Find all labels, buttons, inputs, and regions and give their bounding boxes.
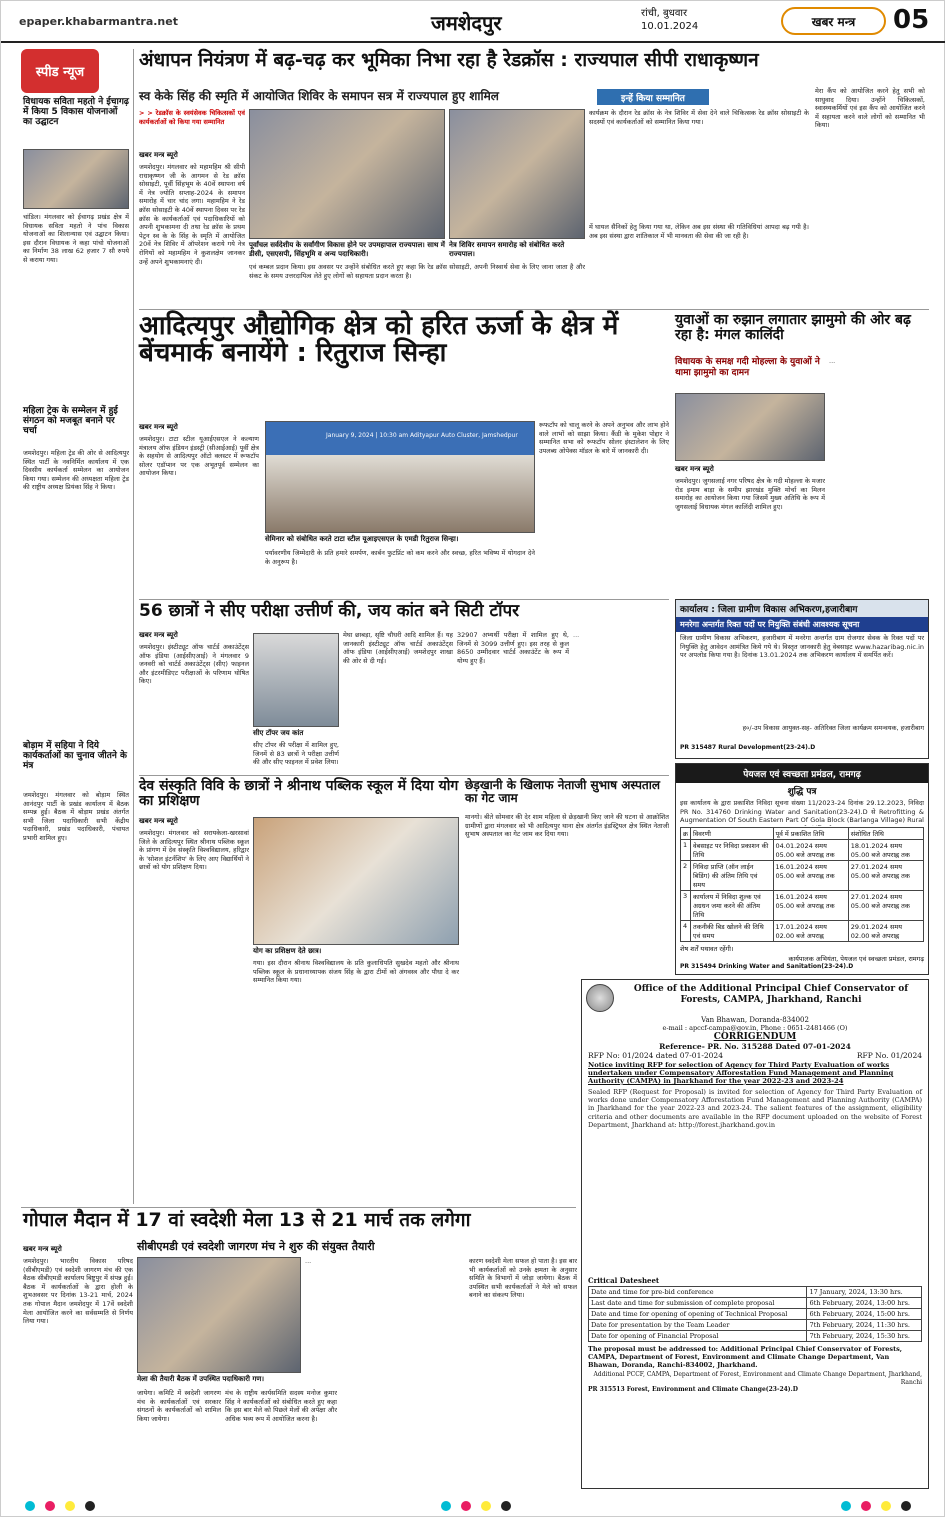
- table-row: [589, 1309, 922, 1320]
- lead-caption-1: पूर्वांचल सर्वदेशीय के सर्वांगीण विकास होने पर उपमहापाल राज्यपाल। साथ में डीसी, एसएसपी, सिंहभूमि व अन्य पदाधिकारी।: [249, 241, 445, 258]
- story3-photo: [675, 393, 825, 461]
- story2-byline: खबर मन्त्र ब्यूरो: [139, 423, 178, 431]
- masthead-logo: [781, 7, 886, 35]
- table-row: [681, 921, 924, 942]
- speed-news-title: महिला ट्रेक के सम्मेलन में हुई संगठन को मजबूत बनाने पर चर्चा: [23, 406, 118, 436]
- story4-body-4: 32907 अभ्यर्थी परीक्षा में शामिल हुए थे, जिनमें से 3099 उत्तीर्ण हुए। इस तरह से कुल 8650 उम्मीदवार चार्टर्ड अकाउंटेंट के रूप में योग्य हुए हैं।: [457, 631, 569, 665]
- story7-body-3: मंच के राष्ट्रीय कार्यसमिति सदस्य मनोज कुमार सिंह ने कार्यकर्ताओं को संबोधित करते हुए कहा कि इस बार मेले को पिछले मेलों की अपेक्षा और अधिक भव्य रूप में आयोजित करना है।: [225, 1389, 337, 1423]
- table-cell: 29.01.2024 समय 02.00 बजे अपराह्न: [848, 921, 923, 942]
- story7-byline: खबर मन्त्र ब्यूरो: [23, 1245, 62, 1253]
- ad2-table-wrap: [676, 826, 928, 943]
- yellow-dot: [481, 1501, 491, 1511]
- ad1-pr: PR 315487 Rural Development(23-24).D: [680, 744, 816, 751]
- ad3-ref: Reference- PR. No. 315288 Dated 07-01-2024: [659, 1042, 851, 1051]
- table-row: [681, 891, 924, 921]
- story4-byline: खबर मन्त्र ब्यूरो: [139, 631, 178, 639]
- ad3-dates-title: Critical Datesheet: [588, 1276, 660, 1285]
- lead-body-2: एवं कम्बल प्रदान किया। इस अवसर पर उन्होंने संबोधित करते हुए कहा कि रेड क्रॉस सोसाइटी, अपनी निस्वार्थ सेवा के लिए जाना जाता है और संकट के समय उत्तरदायित्व लेते हुए लोगों को सहायता प्रदान करता है।: [249, 263, 585, 280]
- table-row: [589, 1287, 922, 1298]
- table-cell: तकनीकी बिड खोलने की तिथि एवं समय: [691, 921, 774, 942]
- story4-more: ...: [573, 631, 580, 639]
- ad3-body: Sealed RFP (Request for Proposal) is invited for selection of Agency for Third Party Evaluation of works done under Compensatory Afforestation Fund Management and Planning Authority (CAMPA) in Jharkhand for the year 2022-23 and 2023-24. The salient features of the assignment, eligibility criteria and other documents are available in the RFP document uploaded on the website of Forest Department, Jharkhand at: http://forest.jharkhand.gov.in: [588, 1088, 925, 1129]
- story3-byline: खबर मन्त्र ब्यूरो: [675, 465, 714, 473]
- speed-news-title: बोड़ाम में सहिया ने दिये कार्यकर्ताओं का चुनाव जीतने के मंत्र: [23, 741, 127, 771]
- table-cell: 17 January, 2024, 13:30 hrs.: [807, 1287, 922, 1298]
- story3-headline: युवाओं का रुझान लगातार झामुमो की ओर बढ़ रहा है: मंगल कालिंदी: [675, 312, 911, 343]
- cyan-dot: [841, 1501, 851, 1511]
- ad3-dates-wrap: [582, 1285, 928, 1343]
- black-dot: [901, 1501, 911, 1511]
- table-cell: निविदा प्राप्ति (ऑन लाईन बिडिंग) की अंतिम तिथि एवं समय: [691, 861, 774, 891]
- logo-text: खबर मन्त्र: [811, 14, 856, 29]
- lead-byline: खबर मन्त्र ब्यूरो: [139, 151, 178, 159]
- lead-side-tag-text: इन्हें किया सम्मानित: [621, 93, 685, 104]
- table-row: [589, 1298, 922, 1309]
- story2-body-3: रूफटॉप को चालू करने के अपने अनुभव और लाभ होने वाले लाभों को साझा किया। कैंडी के मुकेश पोद्दार ने सम्मानित सभा को रूफटॉप सोलर इंस्टालेशन के लिए उपलब्ध ओपेक्स मॉडल के बारे में जानकारी दी।: [539, 421, 669, 455]
- dateline: [641, 7, 698, 33]
- table-cell: 3: [681, 891, 691, 921]
- ad3-email: e-mail : apccf-campa@gov.in, Phone : 0651-2481466 (O): [662, 1024, 848, 1032]
- story6-headline: छेड़खानी के खिलाफ नेताजी सुभाष अस्पताल का गेट जाम: [465, 778, 660, 805]
- ad-rural-development: [675, 599, 929, 759]
- ad1-title: मनरेगा अन्तर्गत रिक्त पदों पर नियुक्ति संबंधी आवश्यक सूचना: [676, 617, 928, 632]
- ad3-addr: Van Bhawan, Doranda-834002: [701, 1016, 809, 1024]
- ad3-pr: PR 315513 Forest, Environment and Climate Change(23-24).D: [588, 1386, 798, 1393]
- divider: [139, 309, 929, 310]
- story2-banner: January 9, 2024 | 10:30 am Adityapur Auto Cluster, Jamshedpur: [326, 432, 518, 439]
- story4-headline: 56 छात्रों ने सीए परीक्षा उत्तीर्ण की, जय कांत बने सिटी टॉपर: [139, 601, 520, 621]
- ad3-rfp-1: RFP No: 01/2024 dated 07-01-2024: [588, 1051, 723, 1060]
- speed-news-item: [23, 741, 129, 771]
- table-cell: 1: [681, 840, 691, 861]
- ad3-header: [582, 980, 928, 1016]
- table-cell: Date for presentation by the Team Leader: [589, 1320, 807, 1331]
- ad2-pr: PR 315494 Drinking Water and Sanitation(23-24).D: [680, 963, 854, 970]
- ad2-th: विवरणी: [691, 828, 774, 840]
- ad-drinking-water: [675, 763, 929, 975]
- registration-marks: [1, 1501, 945, 1511]
- table-cell: Date and time for opening of opening of Technical Proposal: [589, 1309, 807, 1320]
- speed-news-label: स्पीड न्यूज: [35, 65, 85, 80]
- ad2-title: शुद्धि पत्र: [787, 787, 817, 797]
- table-cell: 4: [681, 921, 691, 942]
- ad2-table: [680, 827, 924, 942]
- lead-body-4: में घायल सैनिकों हेतु किया गया था, लेकिन अब इस संस्था की गतिविधियां आपदा बढ़ गयी है। अब इस संस्था द्वारा शांतिकाल में भी मानवता की सेवा की जा रही है।: [589, 223, 809, 240]
- story5-body-2: गया। इस दौरान श्रीनाथ विश्वविद्यालय के प्रति कुलाधिपति सुखदेव महतो और श्रीनाथ पब्लिक स्कूल के प्रधानाध्यापक संजय सिंह के द्वारा टीमों को अंगवस्त्र और पौधा दे कर सम्मानित किया गया।: [253, 959, 459, 985]
- ad2-sign: कार्यपालक अभियंता, पेयजल एवं स्वच्छता प्रमंडल, रामगढ़: [788, 955, 924, 963]
- speed-news-item: [23, 97, 129, 127]
- ad1-sign: ह०/-उप विकास आयुक्त-सह- अतिरिक्त जिला कार्यक्रम समन्वयक, हजारीबाग: [742, 724, 924, 732]
- lead-photo-2: [449, 109, 585, 239]
- table-cell: Last date and time for submission of complete proposal: [589, 1298, 807, 1309]
- speed-news-title: विधायक सविता महतो ने ईचागढ़ में किया 5 विकास योजनाओं का उद्घाटन: [23, 97, 129, 127]
- speed-news-body: जमशेदपुर। मंगलवार को बोड़ाम स्थित आनंदपुर पार्टी के प्रखंड कार्यालय में बैठक सम्पन्न हुई। बैठक में बोड़ाम प्रखंड अंतर्गत सभी जिला पदाधिकारी सभी केंद्रीय पदाधिकारी, प्रखंड पदाधिकारी, पंचायत प्रभारी शामिल हुए।: [23, 791, 129, 842]
- magenta-dot: [461, 1501, 471, 1511]
- story2-caption: सेमिनार को संबोधित करते टाटा स्टील यूआइएसएल के एमडी रितुराज सिन्हा।: [265, 535, 459, 543]
- story7-photo: [137, 1257, 301, 1373]
- yellow-dot: [881, 1501, 891, 1511]
- table-cell: 04.01.2024 समय 05.00 बजे अपराह्न तक: [773, 840, 848, 861]
- lead-side-tag: [597, 89, 709, 105]
- speed-news-body: चांडिल। मंगलवार को ईचागढ़ प्रखंड क्षेत्र में विधायक सविता महतो ने पांच विकास योजनाओं का शिलान्यास एवं उद्घाटन किया। इस दौरान विधायक ने कहा पांचो योजनाओं का निर्माण 38 लाख 62 हजार 7 सौ रुपये से कराया गया।: [23, 213, 129, 264]
- lead-body-5: मेरा कैंप को आयोजित करने हेतु सभी को साधुवाद दिया। उन्होंने चिकित्सकों, स्वास्थ्यकर्मियों एवं इस कैंप को आयोजित करने में सहायता करने वाले लोगों को सम्मानित भी किया।: [815, 87, 925, 130]
- black-dot: [501, 1501, 511, 1511]
- story7-caption: मेला की तैयारी बैठक में उपस्थित पदाधिकारी गण।: [137, 1375, 264, 1383]
- story2-photo: [265, 421, 535, 533]
- page-header: [1, 1, 945, 43]
- story4-body-3: मेघा छाबड़ा, सृष्टि चौधरी आदि शामिल हैं। यह जानकारी इंस्टीट्यूट ऑफ चार्टर्ड अकाउंटेंट्स ऑफ इंडिया (आईसीएआई) जमशेदपुर शाखा की ओर से दी गई।: [343, 631, 453, 665]
- cyan-dot: [25, 1501, 35, 1511]
- ad3-rfp-2: RFP No. 01/2024: [856, 1051, 922, 1060]
- story7-body-2: जायेगा। कमिटि में स्वदेशी जागरण मंच के कार्यकर्ताओं एवं सरकार संगठनों के कार्यकर्ताओं को शामिल किया जायेगा।: [137, 1389, 221, 1423]
- story4-photo: [253, 633, 339, 727]
- lead-body-3: कार्यक्रम के दौरान रेड क्रॉस के नेत्र शिविर में सेवा देने वाले चिकित्सक रेड क्रॉस सोसाइटी के सदस्यों एवं कार्यकर्ताओं को सम्मानित किया गया।: [589, 109, 809, 126]
- table-cell: Date for opening of Financial Proposal: [589, 1331, 807, 1342]
- lead-note: > > रेडक्रॉस के स्वयंसेवक चिकित्सकों एवं कार्यकर्ताओं को किया गया सम्मानित: [139, 109, 245, 126]
- speed-news-body: जमशेदपुर। महिला ट्रेड की ओर से आदित्यपुर स्थित पार्टी के नवनिर्मित कार्यालय में एक दिवसीय कार्यकर्ता सम्मेलन का आयोजन किया गया। सम्मेलन की अध्यक्षता महिला ट्रेड की राष्ट्रीय अध्यक्ष प्रियंका सिंह ने किया।: [23, 449, 129, 492]
- column-rule: [133, 49, 134, 1204]
- story7-subhead: सीबीएमडी एवं स्वदेशी जागरण मंच ने शुरु की संयुक्त तैयारी: [137, 1239, 467, 1254]
- ad2-table-header: [681, 828, 924, 840]
- magenta-dot: [861, 1501, 871, 1511]
- story2-body-1: जमशेदपुर। टाटा स्टील यूआईएसएल ने कल्याण मंत्रालय ऑफ इंडियन इंडस्ट्री (सीआईआई) पूर्वी क्षेत्र के सहयोग से आदित्यपुर ऑटो क्लस्टर में रूफटॉप सोलर एडॉप्शन पर एक अभूतपूर्व सम्मेलन का आयोजन किया।: [139, 435, 259, 478]
- table-cell: 16.01.2024 समय 05.00 बजे अपराह्न तक: [773, 891, 848, 921]
- ad2-th: क्र: [681, 828, 691, 840]
- table-cell: 7th February, 2024, 15:30 hrs.: [807, 1331, 922, 1342]
- lead-headline: अंधापन नियंत्रण में बढ़-चढ़ कर भूमिका निभा रहा है रेडक्रॉस : राज्यपाल सीपी राधाकृष्णन: [139, 49, 759, 71]
- story3-subhead: विधायक के समक्ष गदी मोहल्ला के युवाओं ने थामा झामुमो का दामन: [675, 357, 820, 378]
- table-cell: 6th February, 2024, 13:00 hrs.: [807, 1298, 922, 1309]
- magenta-dot: [45, 1501, 55, 1511]
- story5-caption: योग का प्रशिक्षण देते छात्र।: [253, 947, 322, 955]
- story5-headline: देव संस्कृति विवि के छात्रों ने श्रीनाथ पब्लिक स्कूल में दिया योग का प्रशिक्षण: [139, 778, 459, 809]
- table-row: [681, 840, 924, 861]
- site-url[interactable]: epaper.khabarmantra.net: [19, 15, 178, 28]
- divider: [139, 599, 669, 600]
- speed-news-photo: [23, 149, 129, 209]
- place-day: रांची, बुधवार: [641, 8, 688, 19]
- table-cell: 16.01.2024 समय 05.00 बजे अपराह्न तक: [773, 861, 848, 891]
- story7-headline: गोपाल मैदान में 17 वां स्वदेशी मेला 13 से 21 मार्च तक लगेगा: [23, 1209, 471, 1231]
- table-cell: 6th February, 2024, 15:00 hrs.: [807, 1309, 922, 1320]
- black-dot: [85, 1501, 95, 1511]
- speed-news-badge: [21, 49, 99, 93]
- story6-body: मानगो। बीते सोमवार की देर शाम महिला से छेड़खानी किए जाने की घटना से आक्रोशित ग्रामीणों द्वारा मंगलवार को भी आदित्यपुर थाना क्षेत्र अंतर्गत इंडस्ट्रियल क्षेत्र स्थित नेताजी सुभाष अस्पताल का गेट जाम कर दिया गया।: [465, 813, 669, 839]
- cyan-dot: [441, 1501, 451, 1511]
- ad3-notice: Notice inviting RFP for selection of Agency for Third Party Evaluation of works undertaken under Compensatory Afforestation Fund Management and Planning Authority (CAMPA) in Jharkhand for the year 2022-23 and 2023-24: [588, 1061, 894, 1085]
- ad1-office: कार्यालय : जिला ग्रामीण विकास अभिकरण,हजारीबाग: [676, 600, 928, 617]
- ad-campa-forest: [581, 979, 929, 1489]
- yellow-dot: [65, 1501, 75, 1511]
- story5-byline: खबर मन्त्र ब्यूरो: [139, 817, 178, 825]
- story2-body-2: पर्यावरणीय जिम्मेदारी के प्रति हमारे समर्पण, कार्बन फुटप्रिंट को कम करने और स्वच्छ, हरित भविष्य में योगदान देने के अनुरूप है।: [265, 549, 535, 566]
- table-row: [589, 1331, 922, 1342]
- page-number: 05: [893, 5, 930, 35]
- edition-city: जमशेदपुर: [431, 11, 502, 35]
- ad2-th: संशोधित तिथि: [848, 828, 923, 840]
- ad3-dates-table: [588, 1286, 922, 1342]
- divider: [139, 775, 669, 776]
- ad2-note: शेष शर्तें यथावत रहेंगी।: [680, 945, 734, 953]
- story4-caption: सीए टॉपर जय कांत: [253, 729, 304, 737]
- lead-caption-2: नेत्र शिविर समापन समारोह को संबोधित करते राज्यपाल।: [449, 241, 565, 258]
- lead-subhead: स्व केके सिंह की स्मृति में आयोजित शिविर के समापन सत्र में राज्यपाल हुए शामिल: [139, 89, 499, 103]
- table-cell: कार्यालय में निविदा शुल्क एवं अग्रधन जमा करने की अंतिम तिथि: [691, 891, 774, 921]
- ad2-office: पेयजल एवं स्वच्छता प्रमंडल, रामगढ़: [676, 764, 928, 783]
- story5-photo: [253, 817, 459, 945]
- table-cell: 7th February, 2024, 11:30 hrs.: [807, 1320, 922, 1331]
- story7-body-4: कारण स्वदेशी मेला सफल हो पाता है। इस बार भी कार्यकर्ताओं को उनके क्षमता के अनुसार समिति के विभागों में जोड़ा जायेगा। बैठक में उपस्थित सभी कार्यकर्ताओं ने मेले को सफल बनाने का संकल्प लिया।: [469, 1257, 577, 1300]
- lead-photo-1: [249, 109, 445, 239]
- divider: [21, 1207, 576, 1208]
- issue-date: 10.01.2024: [641, 21, 699, 32]
- table-cell: 2: [681, 861, 691, 891]
- table-cell: 27.01.2024 समय 05.00 बजे अपराह्न तक: [848, 861, 923, 891]
- ad3-office: Office of the Additional Principal Chief Conservator of Forests, CAMPA, Jharkhand, Ranchi: [633, 984, 909, 1005]
- story7-more: ...: [305, 1257, 312, 1265]
- ad3-corrigendum: CORRIGENDUM: [713, 1032, 797, 1042]
- table-cell: 27.01.2024 समय 05.00 बजे अपराह्न तक: [848, 891, 923, 921]
- story4-body-2: सीए टॉपर की परीक्षा में शामिल हुए, जिनमें से 83 छात्रों ने परीक्षा उत्तीर्ण की और सीए फाइनल में प्रवेश लिया।: [253, 741, 339, 767]
- ad3-sign: Additional PCCF, CAMPA, Department of Forest, Environment and Climate Change Department, Jharkhand, Ranchi: [593, 1371, 922, 1386]
- story2-headline: आदित्यपुर औद्योगिक क्षेत्र को हरित ऊर्जा के क्षेत्र में बेंचमार्क बनायेंगे : रितुराज सिन्हा: [139, 311, 619, 369]
- story5-body-1: जमशेदपुर। मंगलवार को सरायकेला-खरसावां जिले के आदित्यपुर स्थित श्रीनाथ पब्लिक स्कूल के प्रांगण में देव संस्कृति विश्वविद्यालय, हरिद्वार के 'सोशल इंटर्नशिप' के लिए आए विद्यार्थियों ने छात्रों को योग प्रशिक्षण दिया।: [139, 829, 249, 872]
- story3-names: ...: [829, 357, 836, 365]
- table-cell: Date and time for pre-bid conference: [589, 1287, 807, 1298]
- story4-body-1: जमशेदपुर। इंस्टीट्यूट ऑफ चार्टर्ड अकाउंटेंट्स ऑफ इंडिया (आईसीएआई) ने मंगलवार 9 जनवरी को चार्टर्ड अकाउंटेंट्स (सीए) फाइनल और इंटरमीडिएट परीक्षाओं के परिणाम घोषित किए।: [139, 643, 249, 686]
- emblem-icon: [586, 984, 614, 1012]
- story3-body: जमशेदपुर। जुगसलाई नगर परिषद क्षेत्र के गदी मोहल्ला के मजार रोड इमाम बाड़ा के समीप झारखंड मुक्ति मोर्चा का मिलन समारोह का आयोजन किया गया जिसमें मुख्य अतिथि के रूप में जुगसलाई विधायक मंगल कालिंदी शामिल हुए।: [675, 477, 825, 511]
- ad3-rfp-line: [582, 1051, 928, 1060]
- story7-body-1: जमशेदपुर। भारतीय विकास परिषद (सीबीएमडी) एवं स्वदेशी जागरण मंच की एक बैठक सीबीएमडी कार्यालय बिष्टुपुर में संपन्न हुई। बैठक में कार्यकर्ताओं के द्वारा होली के शुभअवसर पर दिनांक 13-21 मार्च, 2024 तक गोपाल मैदान जमशेदपुर में 17वें स्वदेशी मेला आयोजित करने का सर्वसम्मति से निर्णय लिया गया।: [23, 1257, 133, 1326]
- lead-body-1: जमशेदपुर। मंगलवार को महामहिम श्री सीपी राधाकृष्णन जी के आगमन से रेड क्रॉस सोसाइटी, पूर्वी सिंहभूम के 40वें स्थापना वर्ष में नेत्र ज्योति सप्ताह-2024 के समापन समारोह में चार चांद लगा। महामहिम ने रेड क्रॉस सोसाइटी के 40वें स्थापना दिवस पर रेड क्रॉस के कार्यकर्ताओं एवं पदाधिकारियों को अपनी शुभकामना दी तथा रेड क्रॉस के प्रथम पेट्रन स्व के के सिंह के स्मृति में आयोजित 20वें नेत्र शिविर में ऑपरेशन कराये गये नेत्र रोगियों को महामहिम ने कुशलक्षेम जानकर उन्हें अपने शुभकामनाएं दी।: [139, 163, 245, 266]
- table-cell: 17.01.2024 समय 02.00 बजे अपराह्न: [773, 921, 848, 942]
- ad3-footer: The proposal must be addressed to: Additional Principal Chief Conservator of Forests, CAMPA, Department of Forest, Environment and Climate Change Department, Van Bhawan, Doranda, Ranchi-834002, Jharkhand.: [588, 1345, 903, 1369]
- table-row: [681, 861, 924, 891]
- speed-news-item: [23, 406, 129, 436]
- table-cell: वेबसाइट पर निविदा प्रकाशन की तिथि: [691, 840, 774, 861]
- ad2-th: पूर्व में प्रकाशित तिथि: [773, 828, 848, 840]
- ad1-body: जिला ग्रामीण विकास अभिकरण, हजारीबाग में मनरेगा अन्तर्गत ग्राम रोजगार सेवक के रिक्त पदों पर नियुक्ति हेतु आवेदन आमंत्रित किये गये थे। विस्तृत जानकारी हेतु वेबसाइट www.hazaribag.nic.in पर अपलोड किया गया है। दिनांक 13.01.2024 तक अभिकरण कार्यालय में समर्पित करें।: [680, 634, 927, 660]
- ad2-intro: इस कार्यालय के द्वारा प्रकाशित निविदा सूचना संख्या 11/2023-24 दिनांक 29.12.2023, निविदा PR No. 314760 Drinking Water and Sanitation(23-24).D से Retrofitting & Augmentation Of South Eastern Part Of Gola Block (Barlanga Village) Rural: [680, 799, 924, 825]
- table-cell: 18.01.2024 समय 05.00 बजे अपराह्न तक: [848, 840, 923, 861]
- table-row: [589, 1320, 922, 1331]
